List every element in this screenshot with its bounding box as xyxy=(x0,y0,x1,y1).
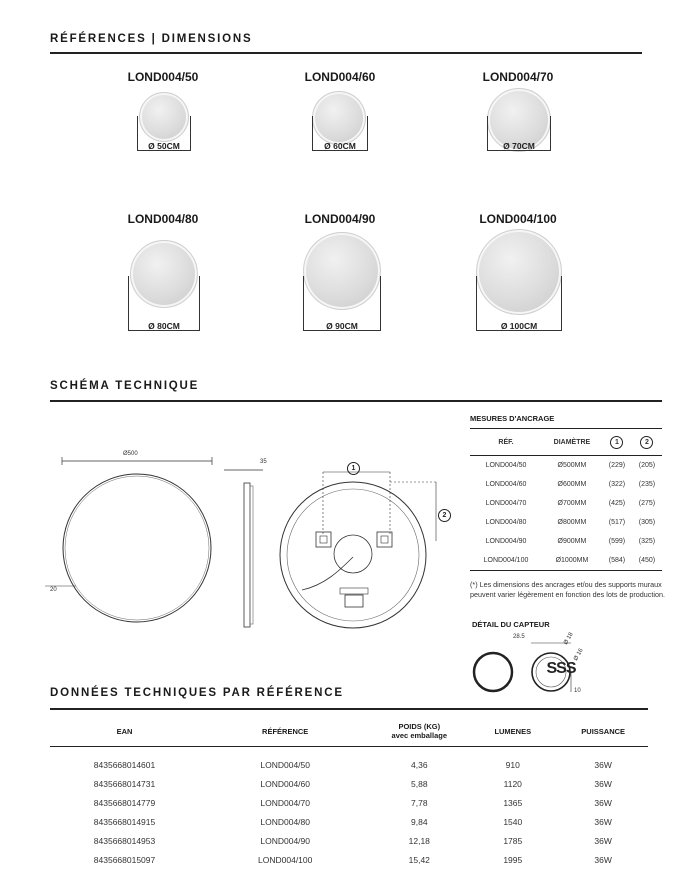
sensor-title: DÉTAIL DU CAPTEUR xyxy=(472,620,550,629)
front-view-drawing xyxy=(45,457,212,622)
column-header-ean: EAN xyxy=(50,718,199,747)
table-cell: 12,18 xyxy=(408,835,430,846)
table-cell: (305) xyxy=(638,519,656,526)
column-header-power: PUISSANCE xyxy=(558,718,648,747)
column-header: 2 xyxy=(632,430,662,456)
column-header-reference: RÉFÉRENCE xyxy=(199,718,371,747)
table-row xyxy=(50,793,648,812)
table-cell: LOND004/100 xyxy=(258,854,313,865)
table-cell: LOND004/50 xyxy=(485,462,527,469)
table-cell: 1540 xyxy=(503,816,523,827)
table-row xyxy=(470,532,662,551)
table-row xyxy=(470,475,662,494)
table-cell: Ø600MM xyxy=(557,481,587,488)
side-view-drawing xyxy=(224,470,263,627)
table-cell: Ø800MM xyxy=(557,519,587,526)
table-cell: 1120 xyxy=(503,778,522,789)
table-cell: 7,78 xyxy=(411,797,428,808)
table-cell: (322) xyxy=(608,481,626,488)
section-divider xyxy=(50,708,648,710)
table-cell: 1785 xyxy=(503,835,523,846)
table-cell: (235) xyxy=(638,481,656,488)
mirror-diameter-label: Ø 70CM xyxy=(503,141,535,151)
section-divider xyxy=(50,400,662,402)
mirror-ref-title: LOND004/100 xyxy=(479,212,557,226)
table-cell: 8435668015097 xyxy=(93,854,156,865)
table-cell: LOND004/100 xyxy=(483,557,529,564)
mirror-diameter-label: Ø 60CM xyxy=(324,141,356,151)
dimension-bracket xyxy=(128,276,200,331)
table-cell: 1995 xyxy=(503,854,523,865)
mirror-diameter-label: Ø 90CM xyxy=(326,321,358,331)
table-cell: LOND004/80 xyxy=(485,519,527,526)
table-cell: (275) xyxy=(638,500,656,507)
anchorage-note: (*) Les dimensions des ancrages et/ou des supports muraux peuvent varier légèrement en fonction des lots de production. xyxy=(470,580,665,599)
table-cell: 15,42 xyxy=(408,854,430,865)
table-cell: 36W xyxy=(594,797,612,808)
column-header: 1 xyxy=(602,430,632,456)
table-row xyxy=(50,850,648,869)
table-cell: 1365 xyxy=(503,797,523,808)
technical-drawing xyxy=(40,445,465,645)
table-row xyxy=(470,494,662,513)
dimension-bracket xyxy=(312,116,368,151)
mirror-ref-title: LOND004/60 xyxy=(304,70,376,84)
table-row xyxy=(470,551,662,571)
table-cell: 5,88 xyxy=(411,778,428,789)
table-cell: LOND004/60 xyxy=(485,481,527,488)
section-divider xyxy=(50,52,642,54)
table-cell: LOND004/90 xyxy=(260,835,310,846)
table-cell: Ø900MM xyxy=(557,538,587,545)
bottom-offset-label: 20 xyxy=(50,587,57,593)
table-row xyxy=(50,831,648,850)
mirror-ref-title: LOND004/90 xyxy=(304,212,376,226)
table-cell: (325) xyxy=(638,538,656,545)
mirror-diameter-label: Ø 80CM xyxy=(148,321,180,331)
table-row xyxy=(50,774,648,793)
sensor-d2-label: Ø 16 xyxy=(573,647,585,662)
table-cell: (599) xyxy=(608,538,626,545)
column-header: DIAMÈTRE xyxy=(542,430,602,456)
tech-section-title: DONNÉES TECHNIQUES PAR RÉFÉRENCE xyxy=(50,687,344,699)
mirror-diameter-label: Ø 100CM xyxy=(500,321,538,331)
references-section-title: RÉFÉRENCES | DIMENSIONS xyxy=(50,33,253,45)
anchorage-table xyxy=(470,430,662,571)
front-diameter-label: Ø500 xyxy=(123,451,138,457)
table-cell: 36W xyxy=(594,816,612,827)
table-cell: LOND004/70 xyxy=(260,797,310,808)
table-cell: Ø700MM xyxy=(557,500,587,507)
schema-section-title: SCHÉMA TECHNIQUE xyxy=(50,380,200,392)
table-cell: LOND004/50 xyxy=(260,759,310,770)
table-cell: (229) xyxy=(608,462,626,469)
dimension-bracket xyxy=(476,276,562,331)
marker-2: 2 xyxy=(438,504,451,522)
mirror-ref-title: LOND004/80 xyxy=(127,212,199,226)
table-cell: Ø1000MM xyxy=(555,557,589,564)
table-row xyxy=(470,513,662,532)
table-header-row xyxy=(470,430,662,456)
table-row xyxy=(50,812,648,831)
sensor-logo: SSS xyxy=(546,660,576,677)
table-cell: 36W xyxy=(594,835,612,846)
mirror-ref-title: LOND004/50 xyxy=(127,70,199,84)
dimension-bracket xyxy=(303,276,381,331)
weight-header-line2: avec emballage xyxy=(391,731,447,740)
table-cell: LOND004/70 xyxy=(485,500,527,507)
table-cell: LOND004/80 xyxy=(260,816,310,827)
table-cell: (205) xyxy=(638,462,656,469)
table-cell: 8435668014953 xyxy=(93,835,156,846)
table-cell: LOND004/60 xyxy=(260,778,310,789)
table-cell: (450) xyxy=(638,557,656,564)
table-cell: 4,36 xyxy=(411,759,428,770)
tech-data-table xyxy=(50,718,648,869)
sensor-width-label: 28.5 xyxy=(513,634,525,640)
table-cell: 36W xyxy=(594,759,612,770)
table-cell: 910 xyxy=(505,759,520,770)
table-cell: 9,84 xyxy=(411,816,428,827)
sensor-d1-label: Ø 18 xyxy=(563,631,575,646)
anchorage-title: MESURES D'ANCRAGE xyxy=(470,414,555,423)
anchorage-divider xyxy=(470,428,662,429)
table-cell: 8435668014779 xyxy=(93,797,156,808)
table-row xyxy=(50,747,648,775)
table-cell: 36W xyxy=(594,854,612,865)
column-header-lumens: LUMENES xyxy=(467,718,558,747)
table-cell: Ø500MM xyxy=(557,462,587,469)
table-row xyxy=(470,456,662,476)
dimension-bracket xyxy=(487,116,551,151)
table-cell: (425) xyxy=(608,500,626,507)
table-cell: 8435668014731 xyxy=(93,778,156,789)
table-header-row xyxy=(50,718,648,747)
back-view-drawing xyxy=(280,472,438,628)
dimension-bracket xyxy=(137,116,191,151)
table-cell: 8435668014601 xyxy=(93,759,156,770)
table-cell: (517) xyxy=(608,519,626,526)
table-cell: LOND004/90 xyxy=(485,538,527,545)
sensor-height-label: 10 xyxy=(574,688,581,694)
mirror-ref-title: LOND004/70 xyxy=(482,70,554,84)
table-cell: 36W xyxy=(594,778,612,789)
table-cell: (584) xyxy=(608,557,626,564)
mirror-diameter-label: Ø 50CM xyxy=(148,141,180,151)
table-cell: 8435668014915 xyxy=(93,816,156,827)
marker-1: 1 xyxy=(347,457,360,475)
side-depth-label: 35 xyxy=(260,459,267,465)
column-header-weight xyxy=(371,718,467,747)
weight-header-line1: POIDS (KG) xyxy=(398,722,441,731)
column-header: RÉF. xyxy=(470,430,542,456)
